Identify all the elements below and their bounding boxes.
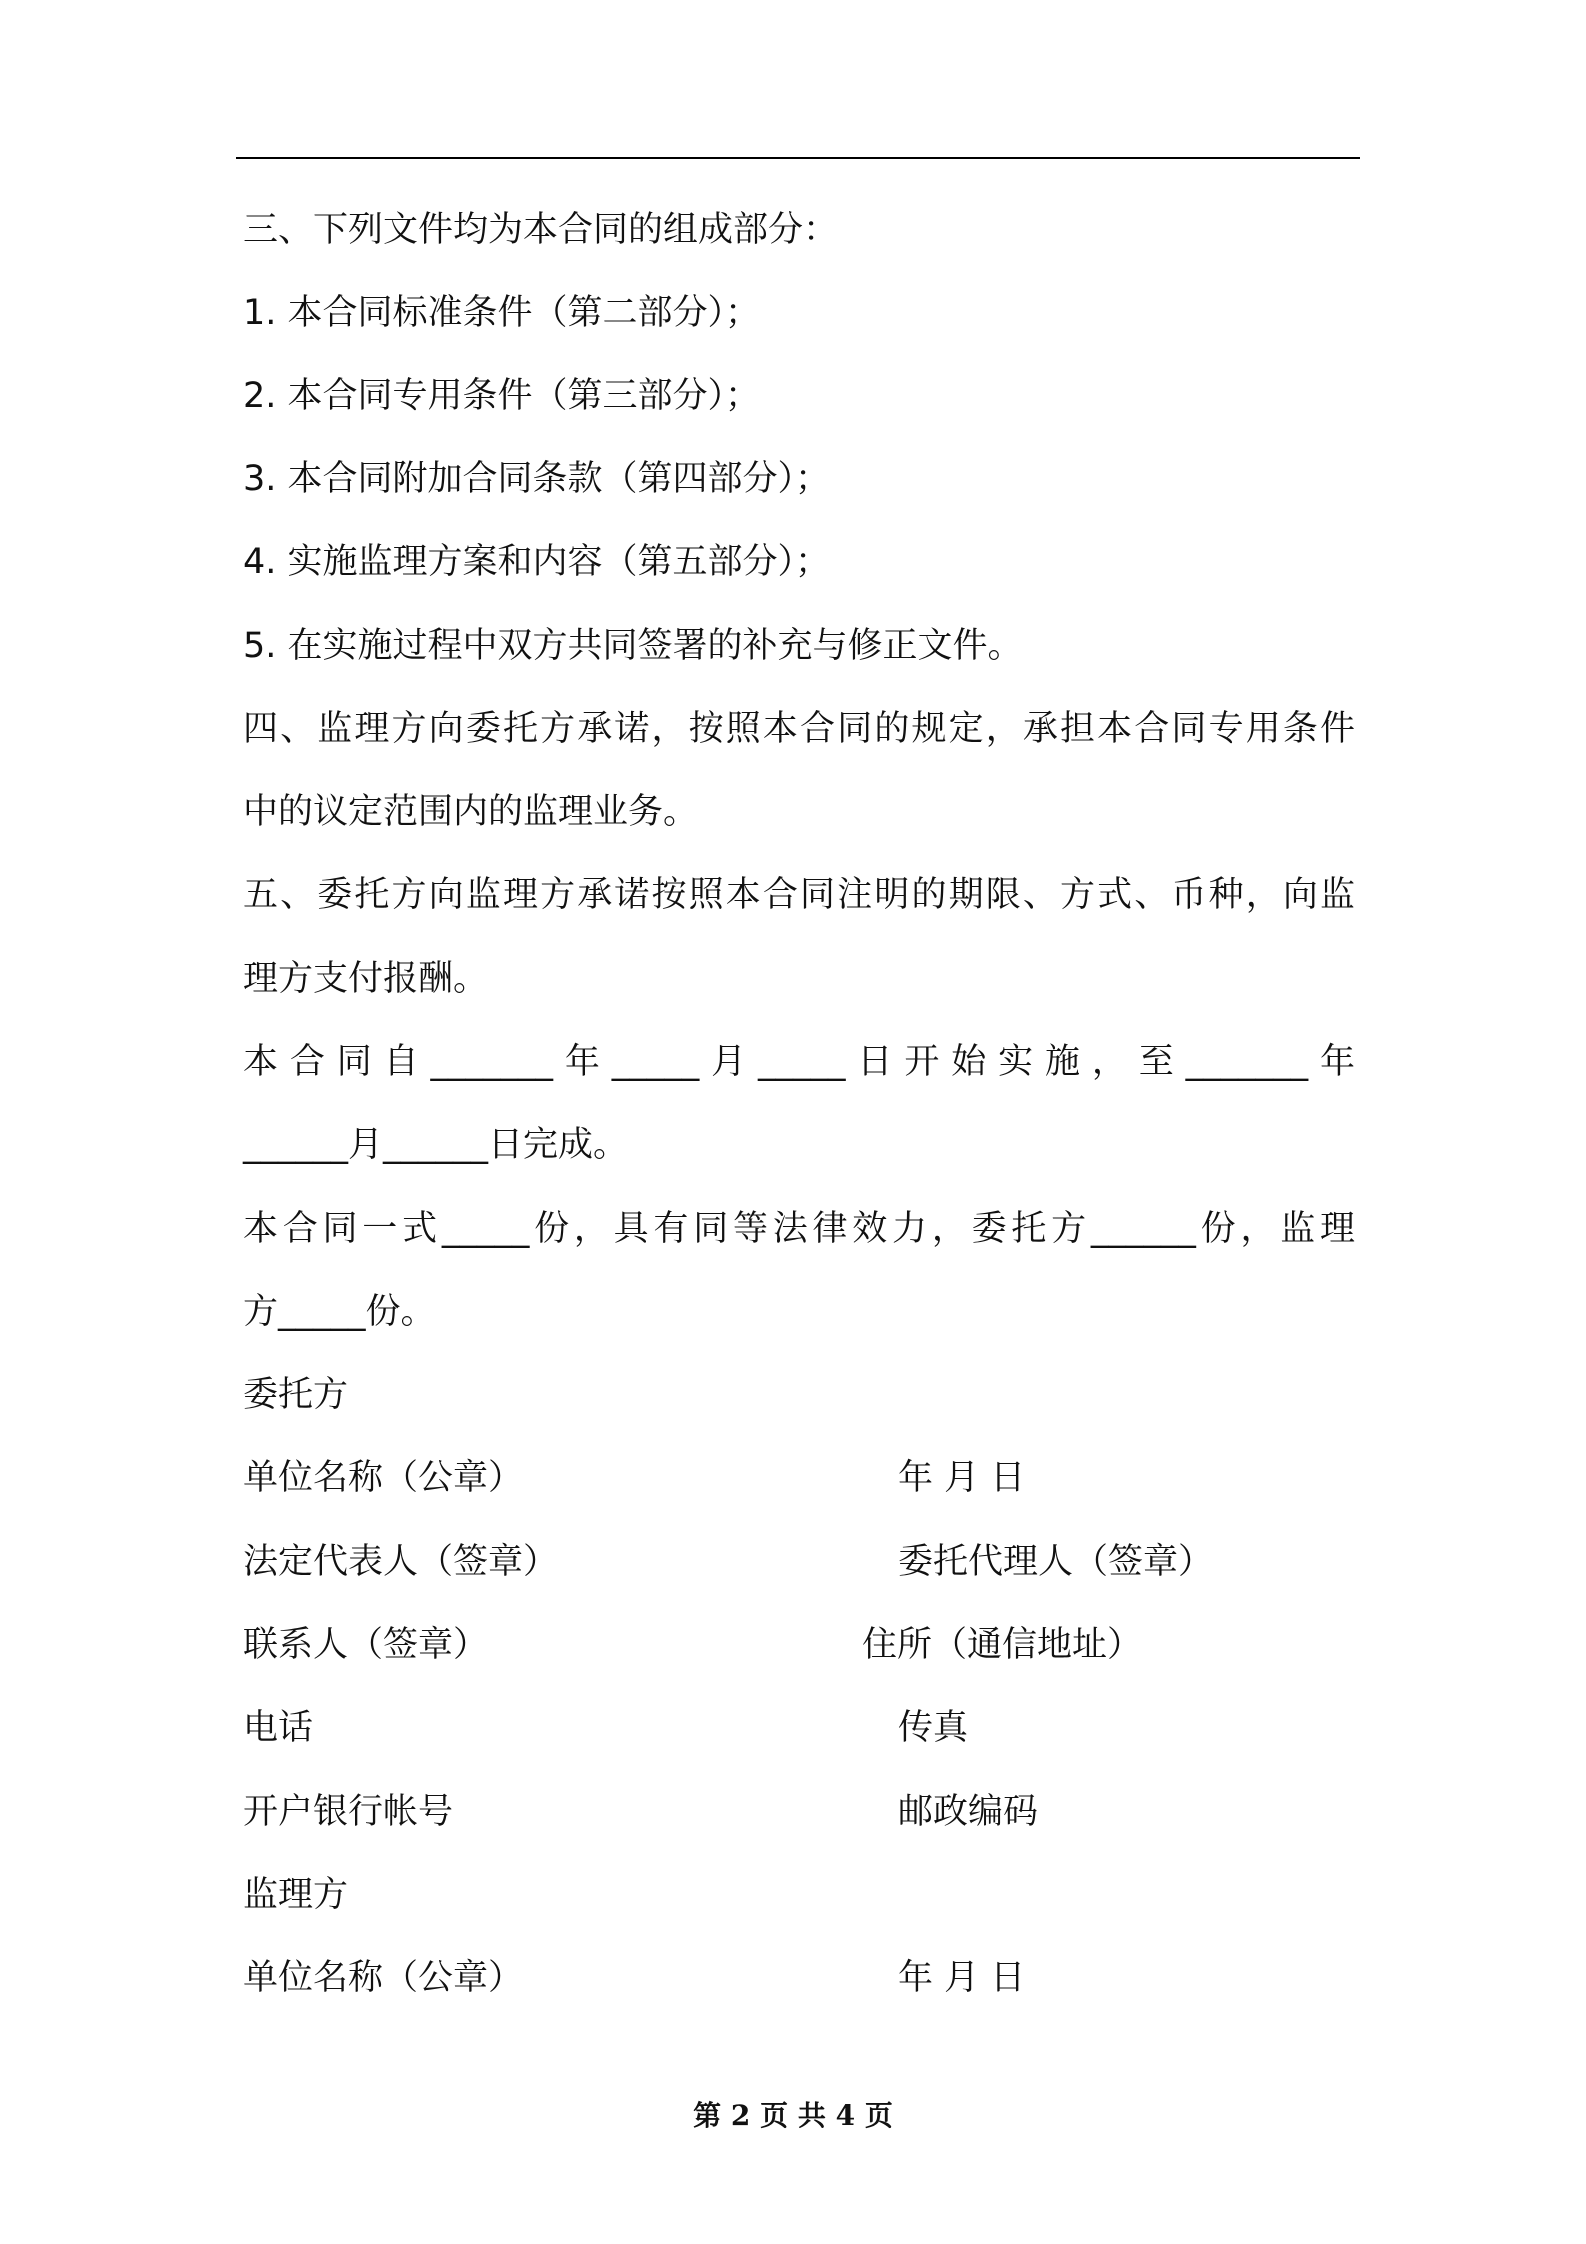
list-item-3: 3. 本合同附加合同条款（第四部分）； xyxy=(243,459,831,499)
list-item-4: 4. 实施监理方案和内容（第五部分）； xyxy=(243,542,831,582)
client-legal-rep: 法定代表人（签章） xyxy=(243,1542,559,1582)
clause-four-line-2: 中的议定范围内的监理业务。 xyxy=(243,792,699,832)
copies-line-1: 本合同一式_____份，具有同等法律效力，委托方______份，监理 xyxy=(243,1209,1355,1249)
client-agent: 委托代理人（签章） xyxy=(898,1542,1214,1582)
supervisor-date: 年 月 日 xyxy=(898,1958,1026,1998)
list-item-2: 2. 本合同专用条件（第三部分）； xyxy=(243,376,761,416)
client-postcode: 邮政编码 xyxy=(898,1792,1039,1832)
list-item-5: 5. 在实施过程中双方共同签署的补充与修正文件。 xyxy=(243,626,1023,666)
supervisor-heading: 监理方 xyxy=(243,1875,349,1915)
client-unit-name: 单位名称（公章） xyxy=(243,1458,524,1498)
term-line-1: 本合同自_______年_____月_____日开始实施，至_______年 xyxy=(243,1042,1355,1082)
term-line-2: ______月______日完成。 xyxy=(243,1125,629,1165)
client-phone: 电话 xyxy=(243,1708,314,1748)
client-heading: 委托方 xyxy=(243,1375,349,1415)
client-date: 年 月 日 xyxy=(898,1458,1026,1498)
list-item-1: 1. 本合同标准条件（第二部分）； xyxy=(243,293,761,333)
supervisor-unit-name: 单位名称（公章） xyxy=(243,1958,524,1998)
client-bank-account: 开户银行帐号 xyxy=(243,1792,454,1832)
clause-three-heading: 三、下列文件均为本合同的组成部分： xyxy=(243,210,839,250)
clause-five-line-2: 理方支付报酬。 xyxy=(243,959,489,999)
page-number: 第 2 页 共 4 页 xyxy=(693,2099,893,2132)
header-rule xyxy=(236,157,1360,159)
clause-five-line-1: 五、委托方向监理方承诺按照本合同注明的期限、方式、币种，向监 xyxy=(243,875,1355,915)
clause-four-line-1: 四、监理方向委托方承诺，按照本合同的规定，承担本合同专用条件 xyxy=(243,709,1355,749)
copies-line-2: 方_____份。 xyxy=(243,1292,436,1332)
client-contact: 联系人（签章） xyxy=(243,1625,489,1665)
client-fax: 传真 xyxy=(898,1708,969,1748)
client-address: 住所（通信地址） xyxy=(862,1625,1143,1665)
